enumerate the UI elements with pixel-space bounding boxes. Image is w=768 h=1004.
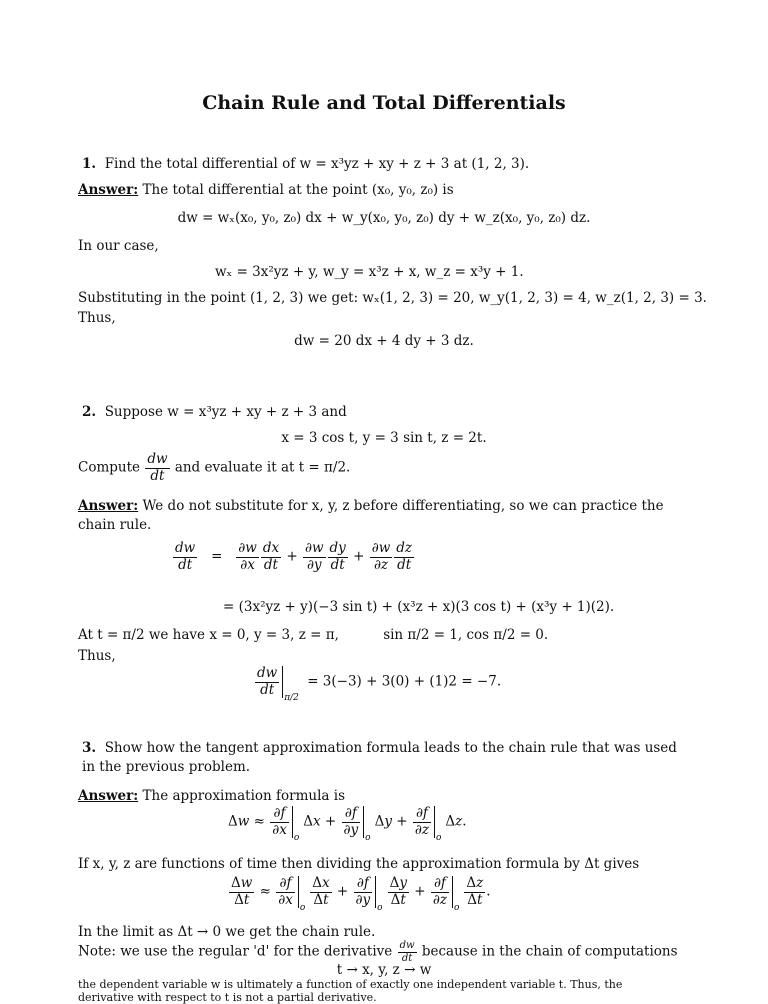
- evaluation-point: [78, 627, 548, 643]
- question-text: Find the total differential of w = x³yz + xy + z + 3 at (1, 2, 3).: [104, 156, 530, 172]
- problem-3-answer-intro: [78, 788, 345, 804]
- final-text: the dependent variable w is ultimately a function of exactly one independent variable t. Thus, the derivative with respect to t is not a partial derivative.: [78, 978, 623, 1004]
- parametrization: x = 3 cos t, y = 3 sin t, z = 2t.: [281, 430, 487, 446]
- answer-intro: The total differential at the point (x₀, y₀, z₀) is: [142, 182, 454, 198]
- note-line: Note: we use the regular 'd' for the derivative $\frac{dw}{dt}$ because in the chain of computations: [78, 940, 678, 964]
- problem-number: 2.: [82, 404, 97, 420]
- answer-text: We do not substitute for x, y, z before differentiating, so we can practice the chain rule.: [78, 498, 664, 533]
- compute-post: and evaluate it at t = π/2.: [174, 459, 351, 476]
- problem-number: 1.: [82, 156, 97, 172]
- divide-text: If x, y, z are functions of time then dividing the approximation formula by Δt gives: [78, 856, 640, 872]
- answer-label: Answer:: [78, 498, 139, 514]
- answer-label: Answer:: [78, 788, 139, 804]
- problem-1-answer-intro: [78, 182, 454, 198]
- page-title: Chain Rule and Total Differentials: [202, 92, 566, 114]
- chain-rule-line-2: = (3x²yz + y)(−3 sin t) + (x³z + x)(3 cos t) + (x³y + 1)(2).: [223, 599, 615, 615]
- problem-1-result: dw = 20 dx + 4 dy + 3 dz.: [294, 333, 474, 349]
- dw-dt-fraction: $\frac{dw}{dt}$: [147, 451, 168, 484]
- trig-values: sin π/2 = 1, cos π/2 = 0.: [383, 627, 549, 643]
- question-text: Suppose w = x³yz + xy + z + 3 and: [104, 404, 347, 420]
- partials-equation: wₓ = 3x²yz + y, w_y = x³z + x, w_z = x³y + 1.: [215, 264, 524, 280]
- thus-label: Thus,: [78, 310, 116, 326]
- problem-1-question: [82, 156, 529, 172]
- answer-intro: The approximation formula is: [142, 788, 346, 804]
- problem-number: 3.: [82, 740, 97, 756]
- total-differential-formula: dw = wₓ(x₀, y₀, z₀) dx + w_y(x₀, y₀, z₀) dy + w_z(x₀, y₀, z₀) dz.: [177, 210, 591, 226]
- approximation-formula: Δw ≈ $\frac{\partial f}{\partial x}$ $_o$Δx + $\frac{\partial f}{\partial y}$ $_o$Δy + $\frac{\partial f}{\partial z}$ $_o$Δz.: [228, 805, 467, 843]
- limit-text: In the limit as Δt → 0 we get the chain rule.: [78, 924, 376, 940]
- question-text: Show how the tangent approximation formula leads to the chain rule that was used in the previous problem.: [82, 740, 677, 775]
- problem-3-question: [82, 739, 682, 777]
- at-line: At t = π/2 we have x = 0, y = 3, z = π,: [78, 627, 339, 643]
- chain-rule-line-1: $\frac{dw}{dt}$ = $\frac{\partial w}{\partial x}$ $\frac{dx}{dt}$ + $\frac{\partial w}{\partial y}$ $\frac{dy}{dt}$ + $\frac{\partial w}{\partial z}$ $\frac{dz}{dt}$: [175, 540, 413, 573]
- chain-of-computations: t → x, y, z → w: [336, 962, 432, 978]
- thus-label: Thus,: [78, 648, 116, 664]
- problem-2-answer: [78, 497, 678, 535]
- in-our-case: In our case,: [78, 238, 159, 254]
- compute-line: [78, 452, 350, 484]
- problem-2-result: $\frac{dw}{dt}$ $_{\pi/2}$ = 3(−3) + 3(0) + (1)2 = −7.: [254, 666, 501, 703]
- problem-2-question: [82, 404, 347, 420]
- note-pre: Note: we use the regular 'd' for the derivative: [78, 943, 393, 960]
- eval-point: π/2: [284, 692, 299, 703]
- note-post: because in the chain of computations: [421, 943, 678, 960]
- divided-formula: $\frac{\Delta w}{\Delta t}$ ≈ $\frac{\partial f}{\partial x}$ $_o$ $\frac{\Delta x}{\Delta t}$ + $\frac{\partial f}{\partial y}$ $_o$ $\frac{\Delta y}{\Delta t}$ + $\frac{\partial f}{\partial z}$ $_o$ $\frac{\Delta z}{\Delta t}$ .: [231, 875, 491, 913]
- result-value: = 3(−3) + 3(0) + (1)2 = −7.: [307, 673, 502, 690]
- substitution-text: Substituting in the point (1, 2, 3) we get: wₓ(1, 2, 3) = 20, w_y(1, 2, 3) = 4, w_z(1, 2, 3) = 3.: [78, 290, 707, 306]
- answer-label: Answer:: [78, 182, 139, 198]
- compute-pre: Compute: [78, 459, 141, 476]
